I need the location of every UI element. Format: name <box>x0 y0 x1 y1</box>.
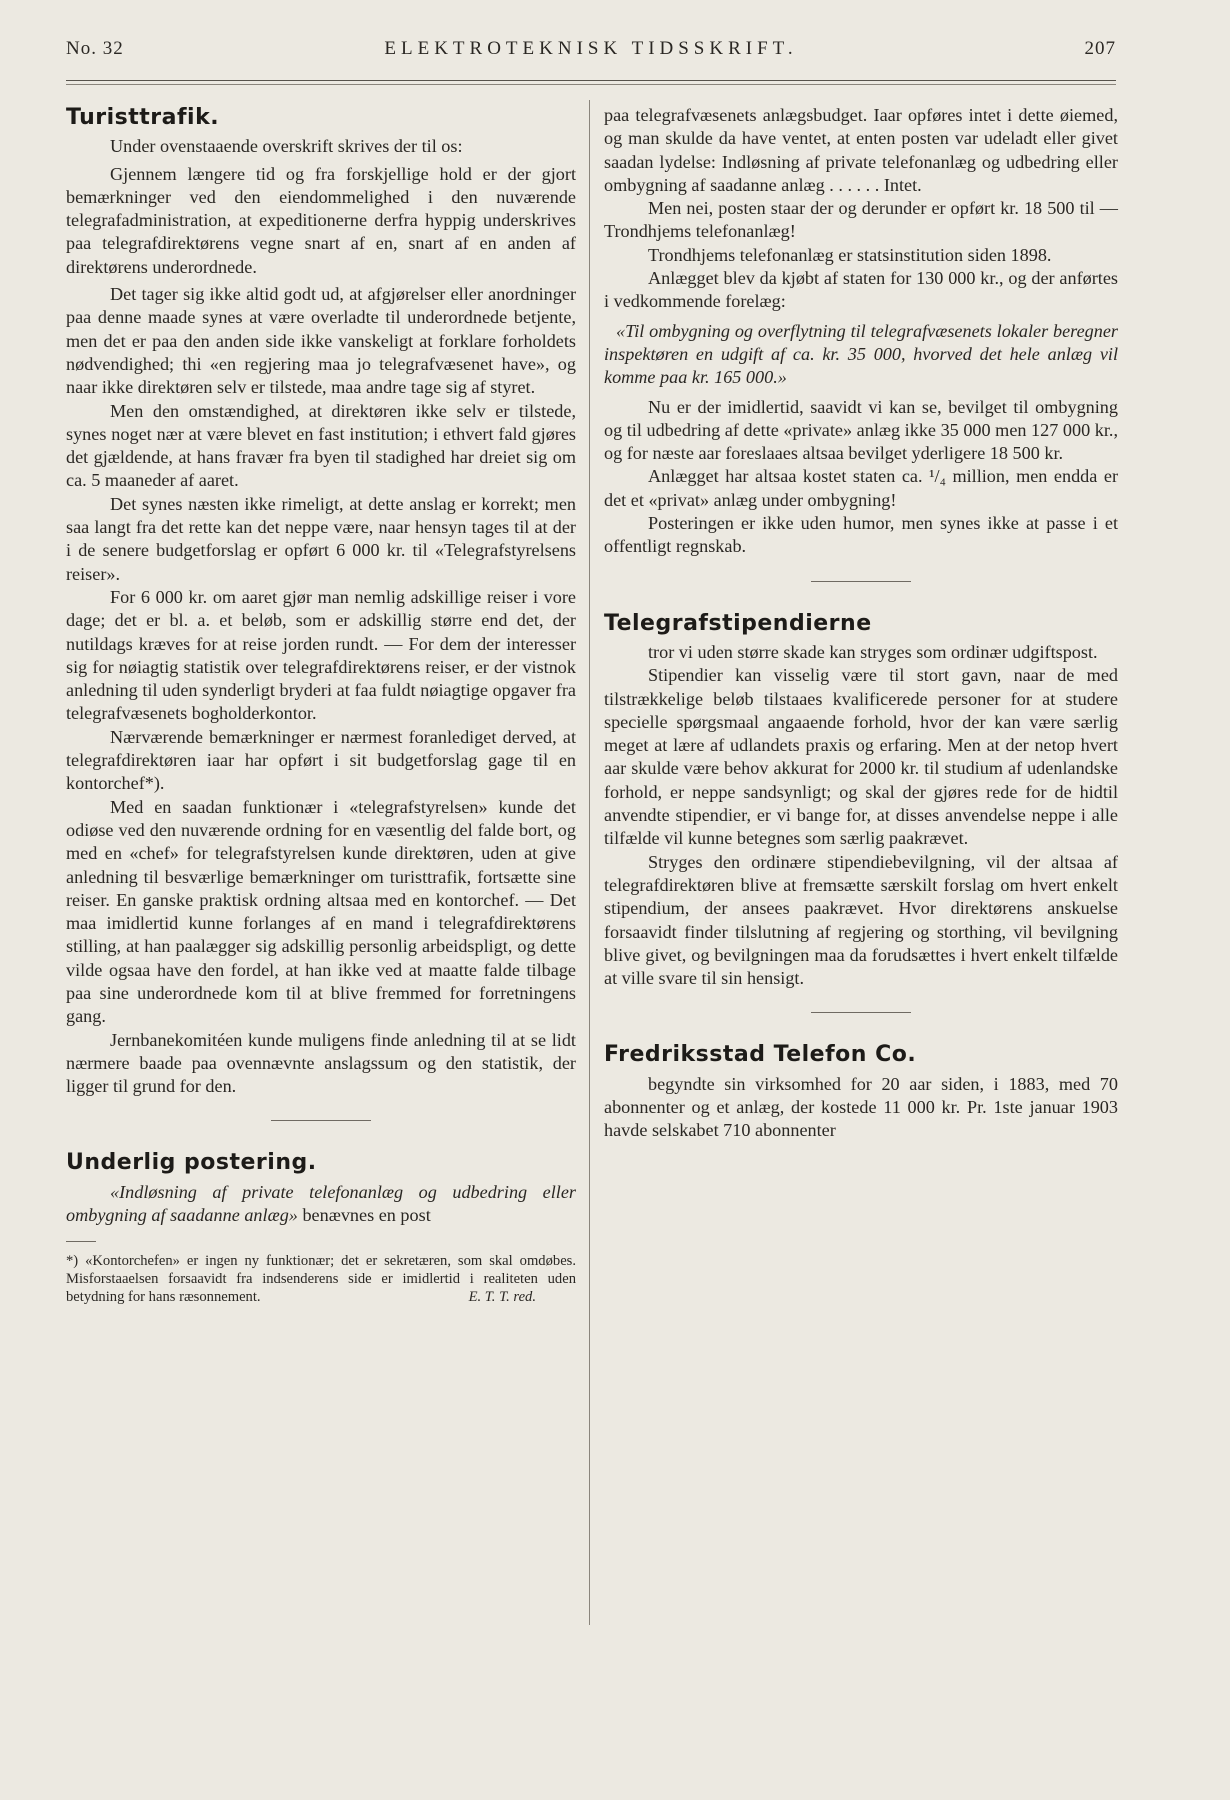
paragraph: Nærværende bemærkninger er nærmest foranlediget derved, at telegrafdirektøren iaar har opført i sit budgetforslag gage til en kontorchef*). <box>66 726 576 794</box>
paragraph: Stipendier kan visselig være til stort gavn, naar de med tilstrækkelige beløb tilstaaes kvalificerede personer for at studere specielle spørgsmaal angaaende forhold, hvor der kan være særlig meget at lære af udlandets praxis og erfaring. Men at der netop hvert aar skulde være behov akkurat for 2000 kr. til studium af udenlandske forhold, er neppe sandsynligt; og skal der gjøres rede for de hidtil anvendte stipendier, er vi bange for, at disses anvendelse neppe i alle tilfælde vil kunne betegnes som særlig paakrævet. <box>604 665 1118 849</box>
paragraph: For 6 000 kr. om aaret gjør man nemlig adskillige reiser i vore dage; det er bl. a. et beløb, som er adskillig større end det, der nutildags kræves for at reise jorden rundt. — For dem der interesser sig for nøiagtig statistik over telegrafdirektørens reiser, er der vistnok anledning til uden synderligt bryderi at faa fuldt nøiagtige opgaver fra telegrafvæsenets bogholderkontor. <box>66 586 576 724</box>
footnote-rule <box>66 1241 96 1242</box>
footnote-signature: E. T. T. red. <box>468 1289 536 1306</box>
section-separator <box>271 1120 371 1121</box>
issue-number: No. 32 <box>66 38 124 59</box>
paragraph: Det synes næsten ikke rimeligt, at dette anslag er korrekt; men saa langt fra det rette kan det neppe være, naar hensyn tages til at der i de senere budgetforslag er opført 6 000 kr. til «Telegrafstyrelsens reiser». <box>66 493 576 584</box>
heading-turisttrafik: Turisttrafik. <box>66 105 220 130</box>
right-column <box>604 104 1118 1143</box>
paragraph: Trondhjems telefonanlæg er statsinstitution siden 1898. <box>648 244 1052 265</box>
paragraph: Gjennem længere tid og fra forskjellige hold er der gjort bemærkninger ved den eiendommelighed i den nuværende telegrafadministration, at expeditionerne derfra hyppig underskrives paa telegrafdirektørens vegne snart af en, snart af en anden af direktørens underordnede. <box>66 163 576 277</box>
heading-telegrafstipendierne: Telegrafstipendierne <box>604 610 872 636</box>
running-header <box>66 38 1116 70</box>
paragraph: paa telegrafvæsenets anlægsbudget. Iaar opføres intet i dette øiemed, og man skulde da have ventet, at enten posten var udeladt eller givet saadan lydelse: Indløsning af private telefonanlæg og udbedring eller ombygning af saadanne anlæg . . . . . . Intet. <box>604 105 1118 195</box>
paragraph: Med en saadan funktionær i «telegrafstyrelsen» kunde det odiøse ved den nuværende ordning for en væsentlig del falde bort, og med en «chef» for telegrafstyrelsen kunde direktøren, uden at give anledning til besværlige bemærkninger om turisttrafik, fortsætte sine reiser. En ganske praktisk ordning altsaa med en kontorchef. — Det maa imidlertid kunne forlanges af en mand i telegrafdirektørens stilling, at han paalægger sig adskillig personlig arbeidspligt, og dette vilde ogsaa have den fordel, at han ikke ved at maatte falde tilbage paa sine underordnede kom til at blive fremmed for forretningens gang. <box>66 796 576 1027</box>
paragraph: Anlægget blev da kjøbt af staten for 130 000 kr., og der anførtes i vedkommende forelæg: <box>604 268 1118 312</box>
quoted-item: «Indløsning af private telefonanlæg og udbedring eller ombygning af saadanne anlæg» <box>66 1181 576 1226</box>
paragraph: Men nei, posten staar der og derunder er opført kr. 18 500 til — Trondhjems telefonanlæg! <box>604 198 1118 242</box>
paragraph: tror vi uden større skade kan stryges som ordinær udgiftspost. <box>648 641 1098 662</box>
header-rule <box>66 80 1116 81</box>
section-separator <box>811 581 911 582</box>
quote-text: «Til ombygning og overflytning til telegrafvæsenets lokaler beregner inspektøren en udgift af ca. kr. 35 000, hvorved det hele anlæg vil komme paa kr. 165 000.» <box>604 320 1118 388</box>
block-quote <box>604 320 1118 390</box>
column-divider <box>589 100 590 1625</box>
section-separator <box>811 1012 911 1013</box>
paragraph: Under ovenstaaende overskrift skrives der til os: <box>110 136 463 157</box>
left-column <box>66 104 576 1306</box>
paragraph: Nu er der imidlertid, saavidt vi kan se, bevilget til ombygning og til udbedring af dette «private» anlæg ikke 35 000 men 127 000 kr., og for næste aar foreslaaes altsaa bevilget yderligere 18 500 kr. <box>604 396 1118 464</box>
paragraph: Det tager sig ikke altid godt ud, at afgjørelser eller anordninger paa denne maade synes at være overladte til underordnede betjente, men det er paa den anden side ikke vanskeligt at forklare forholdets nødvendighed; thi «en regjering maa jo telegrafvæsenet have», og naar ikke direktøren selv er tilstede, maa andre tage sig af styret. <box>66 284 576 398</box>
paragraph: Jernbanekomitéen kunde muligens finde anledning til at se lidt nærmere baade paa ovennævnte anslagssum og den statistik, der ligger til grund for den. <box>66 1029 576 1097</box>
heading-fredriksstad-telefon: Fredriksstad Telefon Co. <box>604 1042 917 1068</box>
paragraph <box>66 1181 576 1228</box>
footnote-text: *) «Kontorchefen» er ingen ny funktionær; det er sekretæren, som skal omdøbes. Misforstaaelsen forsaavidt fra indsenderens side er imidlertid i realiteten uden betydning for hans ræsonnement. <box>66 1253 576 1306</box>
footnote <box>66 1252 576 1306</box>
page-number: 207 <box>1084 38 1116 59</box>
text-run: benævnes en post <box>297 1205 431 1226</box>
paragraph: Men den omstændighed, at direktøren ikke selv er tilstede, synes noget nær at være blevet en fast institution; i ethvert fald gjøres det gjældende, at hans fravær fra byen til stadighed har dreiet sig om ca. 5 maaneder af aaret. <box>66 400 576 491</box>
paragraph: Posteringen er ikke uden humor, men synes ikke at passe i et offentligt regnskab. <box>604 513 1118 557</box>
header-rule-thin <box>66 84 1116 85</box>
paragraph: begyndte sin virksomhed for 20 aar siden, i 1883, med 70 abonnenter og et anlæg, der kostede 11 000 kr. Pr. 1ste januar 1903 havde selskabet 710 abonnenter <box>604 1073 1118 1141</box>
paragraph: Anlægget har altsaa kostet staten ca. ¹/₄ million, men endda er det et «privat» anlæg under ombygning! <box>604 466 1118 510</box>
heading-underlig-postering: Underlig postering. <box>66 1150 317 1176</box>
journal-title: ELEKTROTEKNISK TIDSSKRIFT. <box>384 38 798 59</box>
paragraph: Stryges den ordinære stipendiebevilgning, vil der altsaa af telegrafdirektøren blive at fremsætte særskilt forslag om hvert enkelt stipendium, der ansees paakrævet. Hvor direktørens anskuelse forsaavidt finder tilslutning af regjering og storthing, vil bevilgning blive givet, og bevilgningen maa da forudsættes i hvert enkelt tilfælde at ville svare til sin hensigt. <box>604 851 1118 989</box>
